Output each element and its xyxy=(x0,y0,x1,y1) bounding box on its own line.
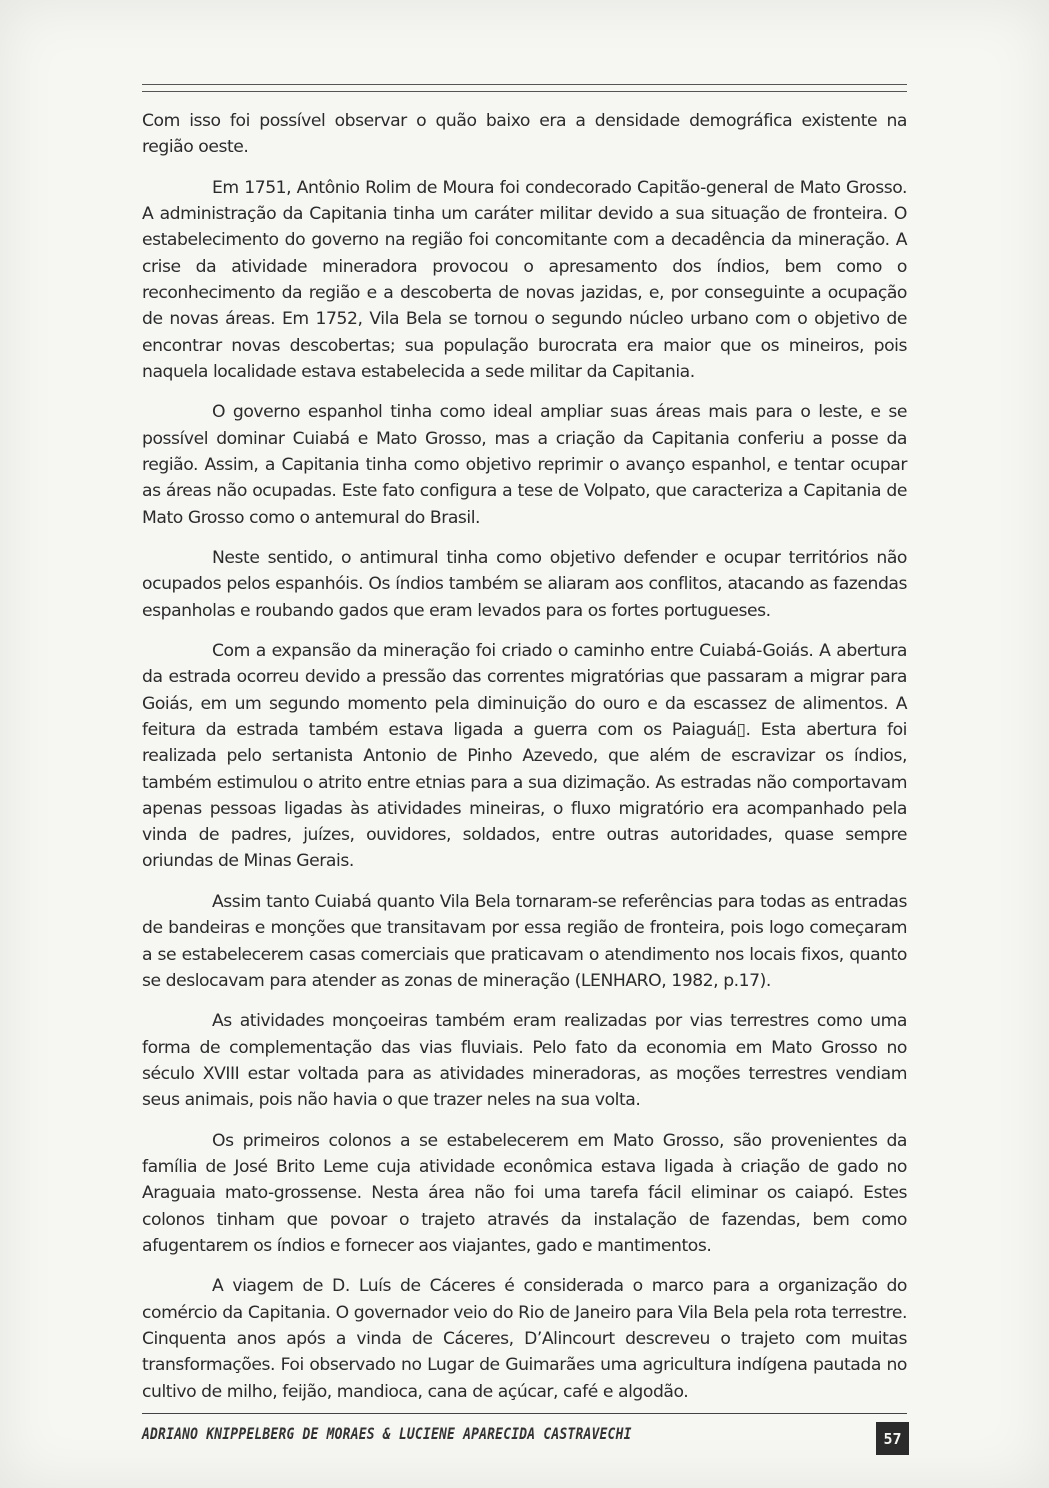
footer-rule xyxy=(142,1413,907,1414)
body-text xyxy=(142,108,907,1419)
paragraph-5: Com a expansão da mineração foi criado o caminho entre Cuiabá-Goiás. A abertura da estrada ocorreu devido a pressão das correntes migratórias que passaram a migrar para Goiás, em um segundo momento pela diminuição do ouro e da escassez de alimentos. A feitura da estrada também estava ligada a guerra com os Paiaguá▯. Esta abertura foi realizada pelo sertanista Antonio de Pinho Azevedo, que além de escravizar os índios, também estimulou o atrito entre etnias para a sua dizimação. As estradas não comportavam apenas pessoas ligadas às atividades mineiras, o fluxo migratório era acompanhado pela vinda de padres, juízes, ouvidores, soldados, entre outras autoridades, quase sempre oriundas de Minas Gerais. xyxy=(142,641,907,872)
paragraph-9: A viagem de D. Luís de Cáceres é considerada o marco para a organização do comércio da Capitania. O governador veio do Rio de Janeiro para Vila Bela pela rota terrestre. Cinquenta anos após a vinda de Cáceres, D’Alincourt descreveu o trajeto com muitas transformações. Foi observado no Lugar de Guimarães uma agricultura indígena pautada no cultivo de milho, feijão, mandioca, cana de açúcar, café e algodão. xyxy=(142,1276,907,1402)
header-double-rule xyxy=(142,84,907,92)
page-number: 57 xyxy=(876,1422,909,1455)
paragraph-7: As atividades monçoeiras também eram realizadas por vias terrestres como uma forma de complementação das vias fluviais. Pelo fato da economia em Mato Grosso no século XVIII estar voltada para as atividades mineradoras, as moções terrestres vendiam seus animais, pois não havia o que trazer neles na sua volta. xyxy=(142,1011,907,1111)
paragraph-1: Com isso foi possível observar o quão baixo era a densidade demográfica existente na região oeste. xyxy=(142,111,907,158)
paragraph-6: Assim tanto Cuiabá quanto Vila Bela tornaram-se referências para todas as entradas de bandeiras e monções que transitavam por essa região de fronteira, pois logo começaram a se estabelecerem casas comerciais que praticavam o atendimento nos locais fixos, quanto se deslocavam para atender as zonas de mineração (LENHARO, 1982, p.17). xyxy=(142,891,907,991)
paragraph-8: Os primeiros colonos a se estabelecerem em Mato Grosso, são provenientes da família de José Brito Leme cuja atividade econômica estava ligada à criação de gado no Araguaia mato-grossense. Nesta área não foi uma tarefa fácil eliminar os caiapó. Estes colonos tinham que povoar o trajeto através da instalação de fazendas, bem como afugentarem os índios e fornecer aos viajantes, gado e mantimentos. xyxy=(142,1130,907,1256)
paragraph-3: O governo espanhol tinha como ideal ampliar suas áreas mais para o leste, e se possível dominar Cuiabá e Mato Grosso, mas a criação da Capitania conferiu a posse da região. Assim, a Capitania tinha como objetivo reprimir o avanço espanhol, e tentar ocupar as áreas não ocupadas. Este fato configura a tese de Volpato, que caracteriza a Capitania de Mato Grosso como o antemural do Brasil. xyxy=(142,402,907,528)
paragraph-2: Em 1751, Antônio Rolim de Moura foi condecorado Capitão-general de Mato Grosso. A administração da Capitania tinha um caráter militar devido a sua situação de fronteira. O estabelecimento do governo na região foi concomitante com a decadência da mineração. A crise da atividade mineradora provocou o apresamento dos índios, bem como o reconhecimento da região e a descoberta de novas jazidas, e, por conseguinte a ocupação de novas áreas. Em 1752, Vila Bela se tornou o segundo núcleo urbano com o objetivo de encontrar novas descobertas; sua população burocrata era maior que os mineiros, pois naquela localidade estava estabelecida a sede militar da Capitania. xyxy=(142,177,907,382)
paragraph-4: Neste sentido, o antimural tinha como objetivo defender e ocupar territórios não ocupados pelos espanhóis. Os índios também se aliaram aos conflitos, atacando as fazendas espanholas e roubando gados que eram levados para os fortes portugueses. xyxy=(142,548,907,621)
footer-authors: ADRIANO KNIPPELBERG DE MORAES & LUCIENE APARECIDA CASTRAVECHI xyxy=(142,1426,632,1444)
